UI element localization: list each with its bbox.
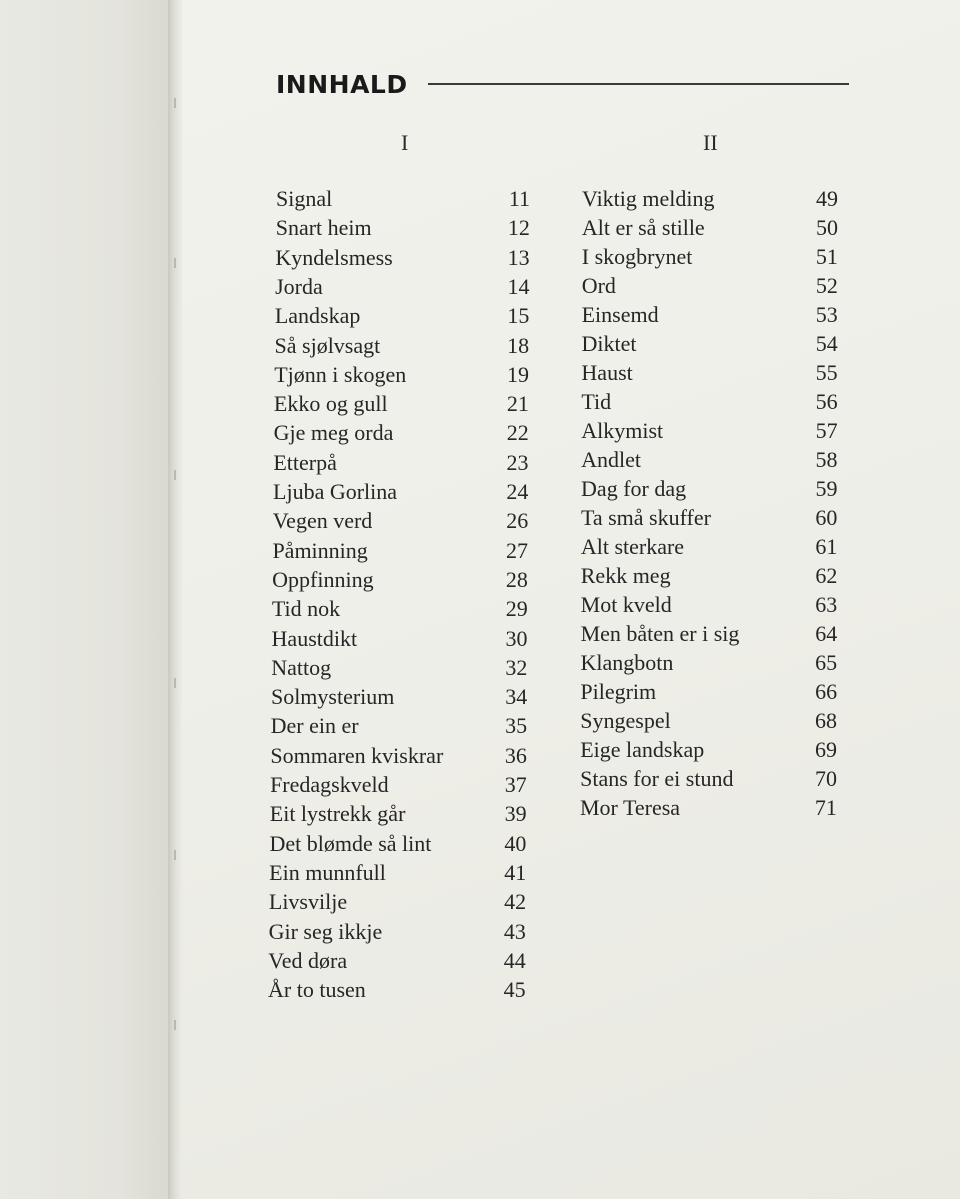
- toc-entry-title: Det blømde så lint: [269, 830, 432, 856]
- toc-entry-page: 37: [504, 772, 527, 797]
- toc-entry-page: 13: [507, 244, 530, 270]
- toc-entry-title: Ta små skuffer: [580, 505, 711, 530]
- toc-entry-page: 56: [815, 389, 838, 414]
- toc-entry-title: Klangbotn: [580, 650, 674, 675]
- toc-entry-page: 53: [815, 302, 838, 327]
- toc-entry-title: I skogbrynet: [581, 244, 693, 269]
- toc-entry-page: 39: [504, 801, 527, 827]
- toc-entry-title: Etterpå: [273, 449, 337, 475]
- toc-entry-page: 69: [815, 737, 837, 762]
- toc-entry-title: Einsemd: [581, 302, 659, 327]
- binding-stitch: [174, 258, 182, 268]
- toc-entry-page: 64: [815, 621, 838, 646]
- toc-entry-page: 11: [508, 186, 530, 211]
- toc-entry-title: Tid nok: [271, 596, 341, 622]
- toc-entry-page: 60: [815, 505, 838, 530]
- binding-stitch: [174, 678, 182, 688]
- toc-entry-title: Ein munnfull: [269, 859, 386, 885]
- toc-entry-page: 50: [815, 215, 838, 240]
- toc-entry-page: 22: [506, 420, 529, 446]
- toc-entry-title: Vegen verd: [272, 508, 373, 534]
- binding-stitch: [174, 470, 182, 480]
- left-page: [0, 0, 172, 1199]
- toc-entry-page: 14: [507, 273, 530, 299]
- toc-entry-page: 26: [506, 508, 529, 534]
- toc-entry-page: 68: [815, 708, 838, 733]
- toc-entry-page: 21: [506, 391, 529, 417]
- toc-entry-page: 27: [506, 537, 529, 563]
- toc-entry-page: 28: [505, 566, 528, 592]
- toc-entry-title: Mot kveld: [580, 592, 672, 617]
- toc-entry-page: 32: [505, 654, 528, 680]
- toc-entry-page: 36: [504, 742, 527, 768]
- toc-entry-page: 30: [505, 625, 528, 651]
- toc-entry-page: 54: [815, 331, 838, 356]
- toc-entry-title: År to tusen: [268, 977, 366, 1003]
- toc-entry-page: 49: [816, 186, 838, 211]
- toc-entry-title: Ljuba Gorlina: [273, 479, 398, 504]
- toc-entry-title: Snart heim: [275, 215, 372, 241]
- toc-entry-title: Andlet: [581, 447, 642, 472]
- toc-entry-page: 42: [504, 889, 527, 915]
- toc-entry-title: Alt sterkare: [580, 534, 685, 559]
- toc-entry-title: Pilegrim: [580, 679, 657, 704]
- toc-entry-title: Eit lystrekk går: [269, 801, 406, 827]
- part-one-label: I: [401, 130, 409, 155]
- toc-entry-page: 34: [505, 684, 528, 710]
- toc-entry-title: Haustdikt: [271, 625, 358, 651]
- toc-entry-page: 59: [815, 476, 838, 501]
- toc-entry-title: Eige landskap: [580, 737, 705, 762]
- toc-entry-title: Syngespel: [580, 708, 671, 733]
- toc-entry-page: 65: [815, 650, 838, 675]
- heading-rule: [428, 83, 849, 85]
- toc-entry-title: Solmysterium: [270, 684, 395, 710]
- toc-entry-title: Ekko og gull: [273, 391, 388, 417]
- toc-entry-page: 40: [504, 830, 527, 856]
- toc-entry-page: 52: [815, 273, 838, 298]
- toc-entry-page: 41: [504, 859, 527, 885]
- toc-entry-page: 44: [503, 947, 526, 973]
- toc-entry-title: Gje meg orda: [273, 420, 394, 446]
- toc-entry-title: Der ein er: [270, 713, 359, 739]
- toc-entry-page: 66: [815, 679, 838, 704]
- toc-entry-page: 63: [815, 592, 838, 617]
- toc-entry-page: 15: [507, 303, 530, 329]
- toc-entry-page: 57: [815, 418, 838, 443]
- toc-entry-title: Ved døra: [268, 947, 348, 973]
- toc-entry-title: Stans for ei stund: [580, 766, 734, 791]
- toc-entry-page: 19: [507, 361, 530, 387]
- toc-entry-title: Diktet: [581, 331, 637, 356]
- toc-entry-title: Alt er så stille: [581, 215, 705, 240]
- binding-stitch: [174, 1020, 182, 1030]
- toc-entry-title: Livsvilje: [268, 889, 348, 915]
- toc-entry-title: Gir seg ikkje: [268, 918, 383, 944]
- toc-entry-title: Fredagskveld: [270, 772, 389, 797]
- toc-entry-title: Påminning: [272, 537, 368, 563]
- toc-entry-page: 70: [814, 766, 837, 791]
- toc-entry-title: Landskap: [274, 303, 361, 329]
- part-two-label: II: [703, 130, 718, 155]
- toc-entry-title: Så sjølvsagt: [274, 332, 381, 358]
- toc-entry-page: 23: [506, 449, 529, 475]
- toc-entry-title: Haust: [581, 360, 633, 385]
- toc-entry-page: 62: [815, 563, 838, 588]
- toc-entry-page: 55: [815, 360, 838, 385]
- toc-entry-page: 51: [815, 244, 838, 269]
- toc-entry-title: Mor Teresa: [580, 795, 681, 820]
- toc-entry-page: 58: [815, 447, 838, 472]
- toc-entry-page: 24: [506, 479, 529, 504]
- toc-entry-title: Men båten er i sig: [580, 621, 740, 646]
- contents-heading: INNHALD: [276, 70, 408, 99]
- toc-entry-title: Alkymist: [581, 418, 664, 443]
- toc-entry-page: 35: [505, 713, 528, 739]
- toc-entry-title: Signal: [276, 186, 333, 211]
- toc-entry-page: 61: [815, 534, 838, 559]
- toc-entry-title: Rekk meg: [580, 563, 671, 588]
- toc-entry-page: 12: [507, 215, 530, 241]
- binding-stitch: [174, 98, 182, 108]
- toc-entry-page: 71: [814, 795, 837, 820]
- toc-entry-title: Nattog: [271, 654, 332, 680]
- toc-entry-title: Tjønn i skogen: [274, 361, 407, 387]
- toc-entry-page: 43: [503, 918, 526, 944]
- toc-entry-title: Kyndelsmess: [275, 244, 393, 270]
- toc-entry-title: Oppfinning: [272, 566, 374, 592]
- toc-entry-title: Dag for dag: [581, 476, 687, 501]
- toc-entry-title: Jorda: [275, 273, 323, 299]
- toc-entry-title: Sommaren kviskrar: [270, 742, 444, 768]
- binding-stitch: [174, 850, 182, 860]
- toc-entry-page: 18: [507, 332, 530, 358]
- toc-entry-title: Tid: [581, 389, 612, 414]
- toc-entry-page: 45: [503, 977, 526, 1003]
- toc-entry-title: Ord: [581, 273, 616, 298]
- toc-entry-page: 29: [505, 596, 528, 622]
- toc-entry-title: Viktig melding: [582, 186, 715, 211]
